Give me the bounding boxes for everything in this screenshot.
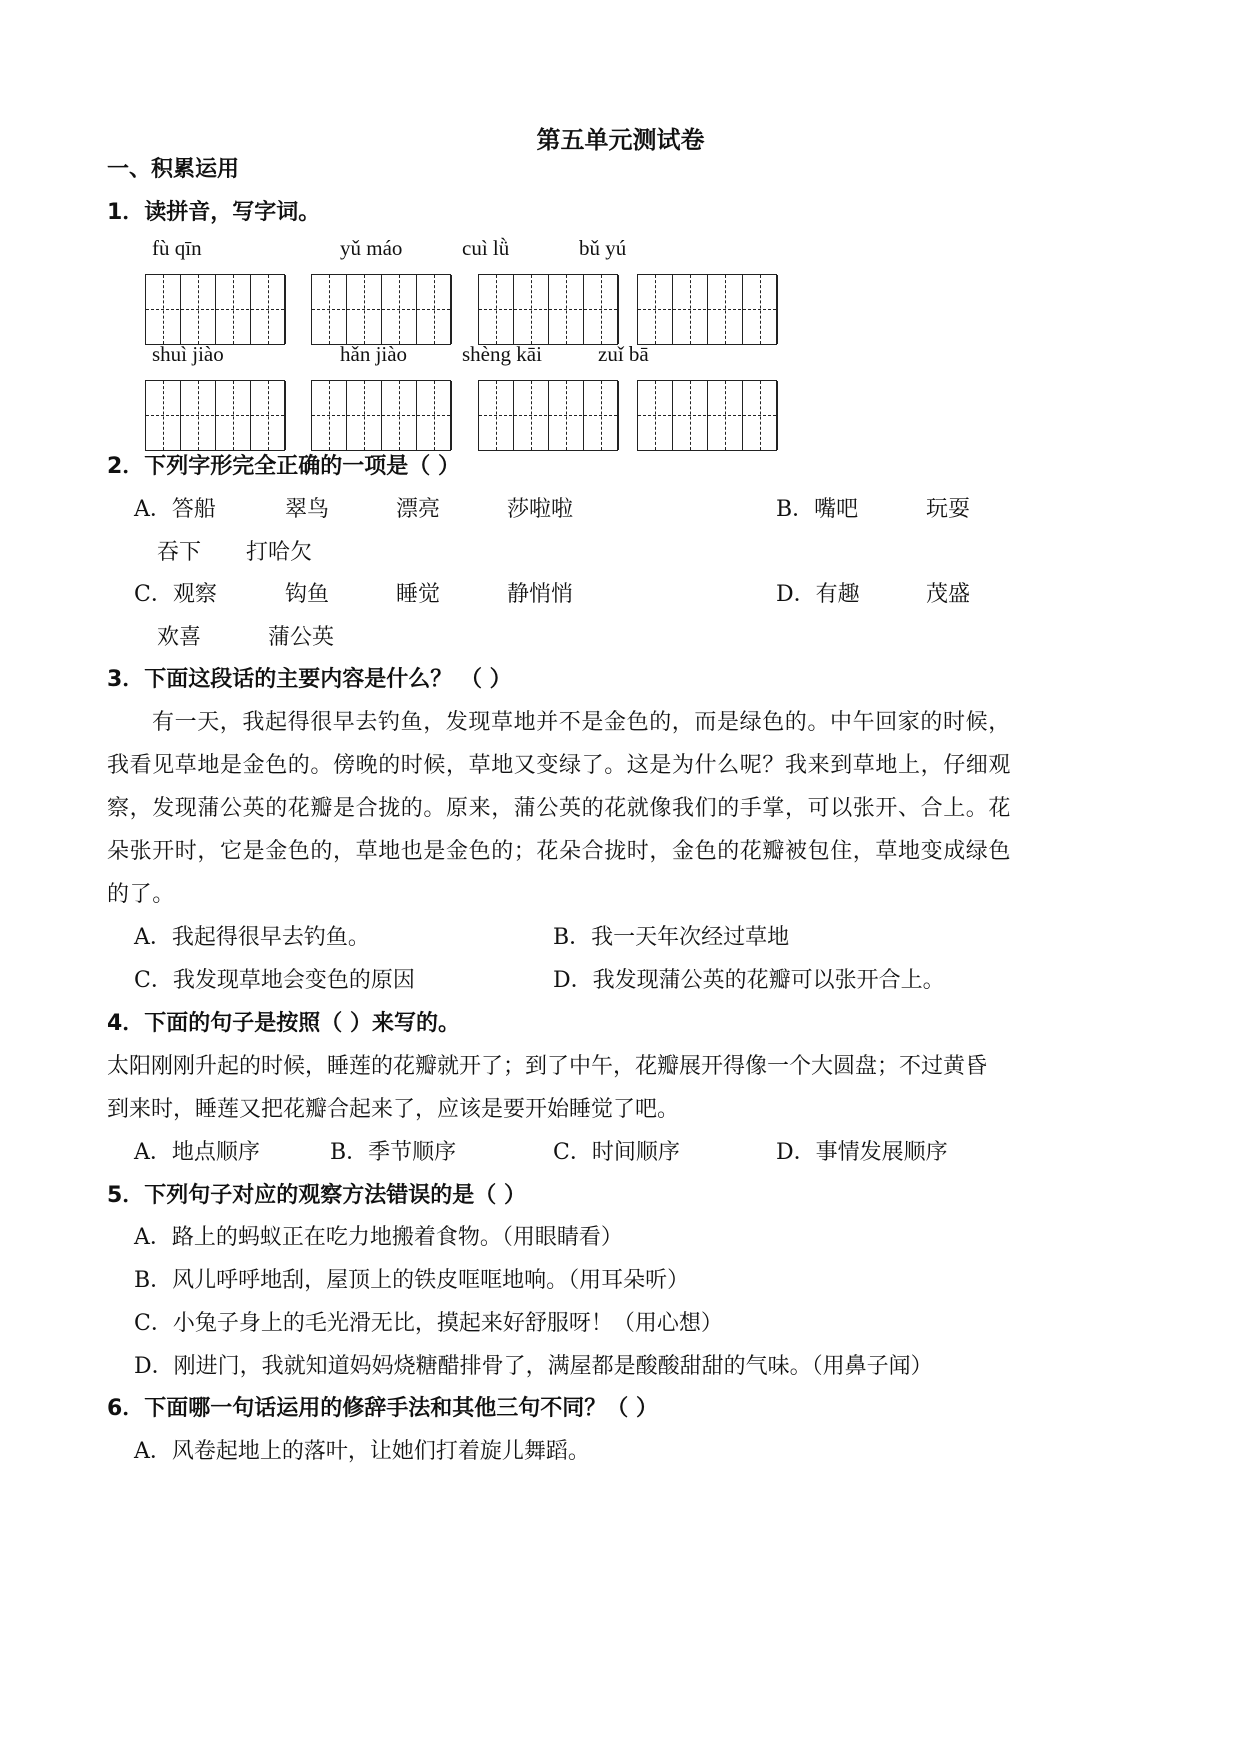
option-d-word: 茂盛 <box>926 582 971 607</box>
option-c[interactable]: C．我发现草地会变色的原因 <box>134 968 415 993</box>
pinyin: bǔ yú <box>579 236 627 260</box>
question-1-stem: 1．读拼音，写字词。 <box>107 200 321 225</box>
option-b[interactable]: B．风儿呼呼地刮，屋顶上的铁皮哐哐地响。（用耳朵听） <box>134 1268 690 1293</box>
page-title: 第五单元测试卷 <box>536 126 705 154</box>
passage-line: 有一天，我起得很早去钓鱼，发现草地并不是金色的，而是绿色的。中午回家的时候， <box>152 710 1011 735</box>
option-b-word: 玩耍 <box>926 497 971 522</box>
writing-grid[interactable] <box>145 380 285 451</box>
option-d-word: 蒲公英 <box>268 625 335 650</box>
option-d[interactable]: D．有趣 <box>776 582 860 607</box>
question-2-stem: 2．下列字形完全正确的一项是（ ） <box>107 454 460 479</box>
passage-line: 的了。 <box>107 882 175 907</box>
writing-grid[interactable] <box>311 274 451 345</box>
question-5-stem: 5．下列句子对应的观察方法错误的是（ ） <box>107 1183 526 1208</box>
option-a-word: 莎啦啦 <box>507 497 574 522</box>
option-d[interactable]: D．事情发展顺序 <box>776 1140 948 1165</box>
writing-grid[interactable] <box>637 274 777 345</box>
option-a[interactable]: A．地点顺序 <box>134 1140 260 1165</box>
option-a-word: 翠鸟 <box>285 497 330 522</box>
option-d[interactable]: D．我发现蒲公英的花瓣可以张开合上。 <box>553 968 945 993</box>
pinyin: fù qīn <box>152 236 202 260</box>
option-c-word: 钩鱼 <box>285 582 330 607</box>
writing-grid[interactable] <box>145 274 285 345</box>
option-c[interactable]: C．小兔子身上的毛光滑无比，摸起来好舒服呀！（用心想） <box>134 1311 723 1336</box>
option-a[interactable]: A．路上的蚂蚁正在吃力地搬着食物。（用眼睛看） <box>134 1225 623 1250</box>
pinyin: shèng kāi <box>462 342 542 366</box>
sentence-line: 到来时，睡莲又把花瓣合起来了，应该是要开始睡觉了吧。 <box>107 1097 680 1122</box>
option-b[interactable]: B．季节顺序 <box>330 1140 457 1165</box>
question-3-stem: 3．下面这段话的主要内容是什么？ （ ） <box>107 667 512 692</box>
pinyin: shuì jiào <box>152 342 224 366</box>
section-heading: 一、积累运用 <box>107 157 240 182</box>
option-a[interactable]: A．风卷起地上的落叶，让她们打着旋儿舞蹈。 <box>134 1439 590 1464</box>
option-c[interactable]: C．时间顺序 <box>553 1140 680 1165</box>
option-b[interactable]: B．嘴吧 <box>776 497 859 522</box>
option-d-word: 欢喜 <box>157 625 202 650</box>
question-4-stem: 4．下面的句子是按照（ ）来写的。 <box>107 1011 460 1036</box>
option-d[interactable]: D．刚进门，我就知道妈妈烧糖醋排骨了，满屋都是酸酸甜甜的气味。（用鼻子闻） <box>134 1354 933 1379</box>
option-c-word: 静悄悄 <box>507 582 574 607</box>
pinyin: zuǐ bā <box>598 342 649 366</box>
pinyin: cuì lǜ <box>462 236 510 260</box>
option-c-word: 睡觉 <box>396 582 441 607</box>
option-b[interactable]: B．我一天年次经过草地 <box>553 925 790 950</box>
option-a[interactable]: A．答船 <box>134 497 216 522</box>
writing-grid[interactable] <box>478 380 618 451</box>
sentence-line: 太阳刚刚升起的时候，睡莲的花瓣就开了；到了中午，花瓣展开得像一个大圆盘；不过黄昏 <box>107 1054 988 1079</box>
option-a-word: 漂亮 <box>396 497 441 522</box>
option-b-word: 吞下 <box>157 540 202 565</box>
passage-line: 察，发现蒲公英的花瓣是合拢的。原来，蒲公英的花就像我们的手掌，可以张开、合上。花 <box>107 796 1012 821</box>
option-b-word: 打哈欠 <box>246 540 313 565</box>
writing-grid[interactable] <box>478 274 618 345</box>
pinyin: hǎn jiào <box>340 342 408 366</box>
option-c[interactable]: C．观察 <box>134 582 217 607</box>
pinyin: yǔ máo <box>340 236 403 260</box>
passage-line: 我看见草地是金色的。傍晚的时候，草地又变绿了。这是为什么呢？我来到草地上，仔细观 <box>107 753 1012 778</box>
option-a[interactable]: A．我起得很早去钓鱼。 <box>134 925 370 950</box>
passage-line: 朵张开时，它是金色的，草地也是金色的；花朵合拢时，金色的花瓣被包住，草地变成绿色 <box>107 839 1012 864</box>
writing-grid[interactable] <box>311 380 451 451</box>
writing-grid[interactable] <box>637 380 777 451</box>
question-6-stem: 6．下面哪一句话运用的修辞手法和其他三句不同？（ ） <box>107 1396 658 1421</box>
